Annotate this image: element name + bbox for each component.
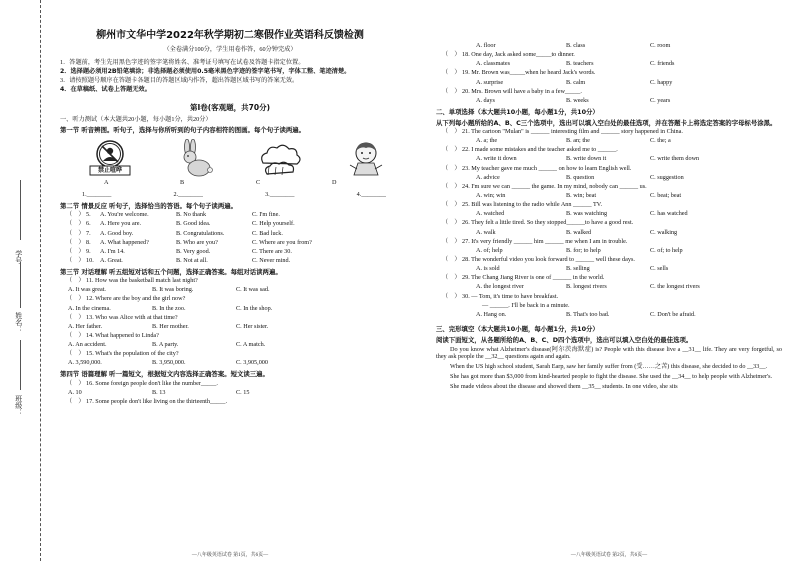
no-noise-sign-image [84,139,136,177]
class-label: 班级： [14,395,23,416]
question: （ ） 26. They felt a little tired. So they stopped______to have a good rest. [442,219,634,227]
clouds-image [255,139,307,177]
options: A. 10 B. 13 C. 15 [68,388,250,396]
question-row: （ ） 10. A. Great. B. Not at all. C. Never mind. [66,256,291,264]
question-row: （ ） 5. A. You're welcome. B. No thank C. I'm fine. [66,211,280,219]
options: A. watched B. was watching C. has watched [476,210,688,218]
blank: 1.________ [82,191,112,199]
options: A. advice B. question C. suggestion [476,173,684,181]
part3-heading: 三、完形填空（本大题共10小题，每小题1分，共10分） [436,324,599,333]
class-blank [20,340,21,390]
question-reply: — ______. I'll be back in a minute. [482,301,570,309]
pic-label: D [332,179,337,187]
question: （ ） 23. My teacher gave me much ______ on how to learn English well. [442,164,632,172]
question: （ ） 29. The Chang Jiang River is one of ______ in the world. [442,274,605,282]
options: A. In the cinema. B. In the zoo. C. In the shop. [68,304,273,312]
rabbit-image [169,139,221,177]
binding-margin [0,0,52,561]
question: （ ） 25. Bill was listening to the radio while Ann ______ TV. [442,201,603,209]
part1-heading: 一、听力测试（本大题共20小题，每小题1分，共20分） [60,115,212,123]
section2-heading: 第二节 情景反应 听句子，选择恰当的答语。每个句子读两遍。 [60,201,237,210]
paragraph: She made videos about the disease and showed them __35__ students. In one video, she sits [450,382,678,390]
page-1 [60,0,400,561]
picture-row [84,139,392,177]
options: A. write it down B. write down it C. write them down [476,155,700,163]
note-item: 2．选择题必须用2B铅笔填涂；非选择题必须使用0.5毫米黑色字迹的签字笔书写，字体工整、笔迹清楚。 [60,68,351,75]
notes [60,59,400,93]
question: （ ） 12. Where are the boy and the girl now? [66,295,186,303]
volume-title: 第I卷(客观题，共70分) [189,103,271,113]
student-id-label: 学号： [14,250,23,271]
student-id-blank [20,180,21,240]
section2-items [60,211,400,264]
options: A. a; the B. an; the C. the; a [476,137,671,145]
options: A. surprise B. calm C. happy [476,78,673,86]
sign-text: 禁止喧哗 [97,167,122,175]
question: （ ） 19. Mr. Brown was_____when he heard Jack's words. [442,69,596,77]
options: A. 3,590,000. B. 3,950,000. C. 3,905,000 [68,359,268,367]
question-row: （ ） 8. A. What happened? B. Who are you? C. Where are you from? [66,238,312,246]
options: A. floor B. class C. room [476,42,671,49]
section3-items [60,277,400,367]
cut-line [40,0,41,561]
part3-instructions: 阅读下面短文，从各题所给的A、B、C、D四个选项中，选出可以填入空白处的最佳选项。 [436,335,693,344]
name-blank [20,262,21,308]
options: A. Hang on. B. That's too bad. C. Don't be afraid. [476,310,696,318]
question: （ ） 27. It's very friendly ______ him ______ me when I am in trouble. [442,237,628,245]
options: A. days B. weeks C. years [476,96,671,104]
section1-heading: 第一节 听音辨图。听句子，选择与你所听到的句子内容相符的图画。每个句子读两遍。 [60,126,306,135]
blank: 3.________ [265,191,295,199]
question: （ ） 17. Some people don't like living on the thirteenth_____. [66,397,228,405]
page-footer: —八年级英语试卷 第2页，共6页— [570,552,648,558]
note-item: 3．请按照题号顺序在答题卡各题目的答题区域内作答，超出答题区域书写的答案无效。 [60,76,299,84]
page-2 [436,0,782,561]
question: （ ） 18. One day, Jack asked some_____to dinner. [442,51,575,59]
question-row: （ ） 6. A. Here you are. B. Good idea. C. Help yourself. [66,220,295,228]
part2-heading: 二、单项选择（本大题共10小题，每小题1分，共10分） [436,107,599,116]
options: A. classmates B. teachers C. friends [476,60,675,68]
answer-blanks [82,191,386,199]
section3-heading: 第三节 对话理解 听五组短对话和五个问题，选择正确答案。每组对话读两遍。 [60,267,282,276]
exam-title: 柳州市文华中学2022年秋学期初二寒假作业英语科反馈检测 [96,30,364,41]
part2-instructions: 从下列每小题所给的A、B、C三个选项中，选出可以填入空白处的最佳选项，并在答题卡上将选定答案的字母标号涂黑。 [436,118,777,127]
section4-items [60,380,400,406]
cloze-passage [436,346,782,391]
pic-label: B [180,179,185,187]
exam-subtitle: （全卷满分100分，学生用卷作答，60分钟完成） [163,45,297,53]
question: （ ） 30. — Tom, it's time to have breakfast. [442,292,559,300]
options: A. the longest river B. longest rivers C. the longest rivers [476,283,700,291]
question: （ ） 13. Who was Alice with at that time? [66,313,178,321]
note-item: 4．在草稿纸、试卷上答题无效。 [60,85,151,93]
question: （ ） 15. What's the population of the city? [66,350,179,358]
page-footer: —八年级英语试卷 第1页，共6页— [191,552,269,558]
blank: 4.________ [356,191,386,199]
options: A. It was great. B. It was boring. C. It was sad. [68,286,270,294]
question: （ ） 28. The wonderful video you look forward to ______ well these days. [442,255,635,263]
question-row: （ ） 9. A. I'm 14. B. Very good. C. There are 30. [66,247,292,255]
question: （ ） 21. The cartoon "Mulan" is ______ interesting film and ______ story happened in China. [442,127,683,135]
question: （ ） 20. Mrs. Brown will have a baby in a few_____. [442,87,582,95]
options: A. walk B. walked C. walking [476,228,678,236]
paragraph: She has got more than $3,000 from kind-hearted people to fight the disease. She used the __34__ to help people with Alzheimer's. [450,372,773,380]
question: （ ） 24. I'm sure we can ______ the game. In my mind, nobody can ______ us. [442,182,647,190]
question: （ ） 14. What happened to Linda? [66,331,159,339]
note-item: 1．答题前，考生先用黑色字迹的签字笔将姓名、准考证号填写在试卷及答题卡指定位置。 [60,59,305,67]
options: A. Her father. B. Her mother. C. Her sister. [68,322,269,330]
question: （ ） 16. Some foreign people don't like the number_____. [66,379,218,387]
options: A. of; help B. for; to help C. of; to help [476,246,683,254]
paragraph: Do you know what Alzheimer's disease(阿尔茨海默症) is? People with this disease live a __31__ life. They are very forgetful, so they ask people the __32__ questions again and again. [436,345,782,361]
name-label: 姓名： [14,312,23,333]
question-row: （ ） 7. A. Good boy. B. Congratulations. C. Bad luck. [66,229,283,237]
question: （ ） 11. How was the basketball match last night? [66,277,198,285]
blank: 2.________ [173,191,203,199]
options: A. is sold B. selling C. sells [476,265,669,273]
options: A. An accident. B. A party. C. A match. [68,341,266,349]
paragraph: When the US high school student, Sarah Earp, saw her family suffer from (受……之苦) this disease, she decided to do __33__. [450,363,768,371]
options: A. win; win B. win; beat C. beat; beat [476,191,682,199]
question: （ ） 22. I made some mistakes and the teacher asked me to ______. [442,146,618,154]
pic-label: A [104,179,109,187]
girl-image [340,139,392,177]
picture-labels [104,179,392,187]
pic-label: C [256,179,261,187]
section4-heading: 第四节 语篇理解 听一篇短文，根据短文内容选择正确答案。短文读三遍。 [60,370,269,379]
part2-items [436,128,782,319]
